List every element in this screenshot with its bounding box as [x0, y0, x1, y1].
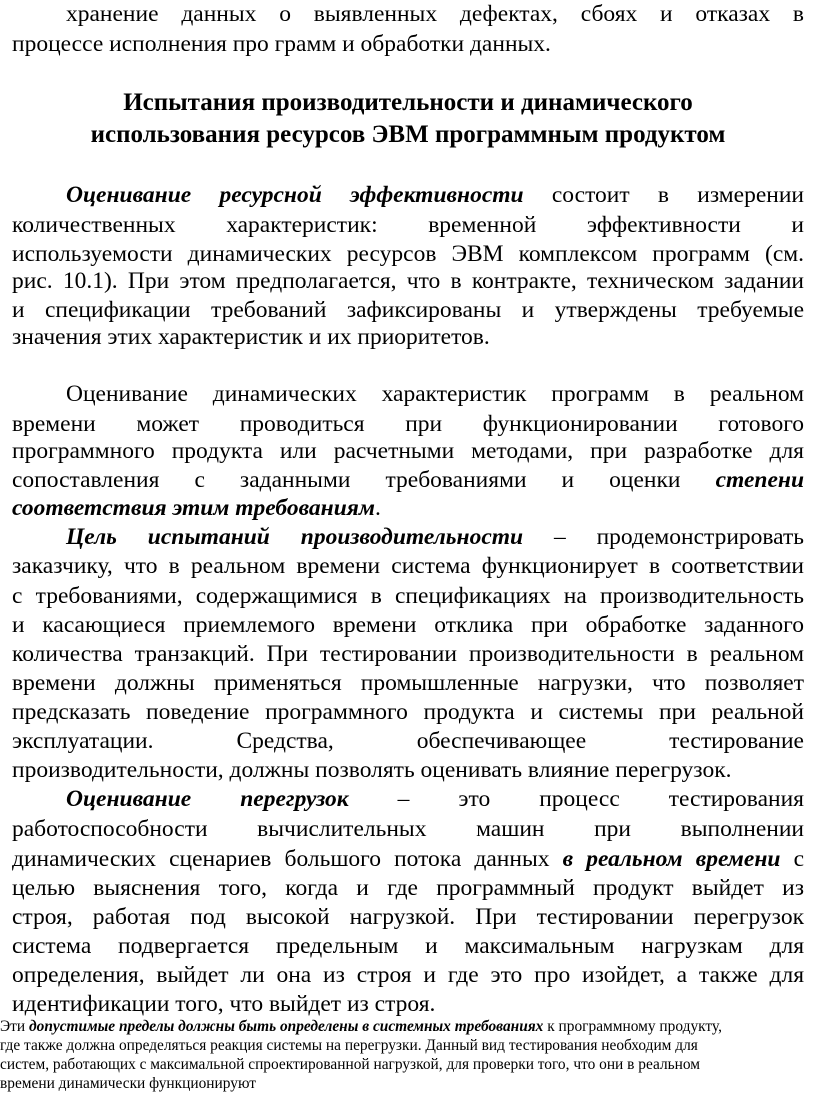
text-line: процессе исполнения про грамм и обработки данных. [12, 31, 551, 57]
text-line: соответствия этим требованиям. [12, 495, 381, 521]
text-line: времени должны применяться промышленные нагрузки, что позволяет [12, 670, 804, 696]
text-line: хранение данных о выявленных дефектах, сбоях и отказах в [66, 1, 804, 27]
text-line: программного продукта или расчетными методами, при разработке для [12, 438, 804, 464]
small-text-line: систем, работающих с максимальной спроектированной нагрузкой, для проверки того, что они в реальном [0, 1056, 701, 1073]
text-line: и касающиеся приемлемого времени отклика при обработке заданного [12, 612, 804, 638]
emphasis-term: степени [715, 467, 805, 493]
text-line: времени может проводиться при функционировании готового [12, 411, 804, 437]
text-line: Цель испытаний производительности – продемонстрировать [66, 524, 804, 550]
text-line: сопоставления с заданными требованиями и оценки степени [12, 467, 805, 493]
text-line: рис. 10.1). При этом предполагается, что в контракте, техническом задании [12, 268, 804, 294]
emphasis-term: Оценивание ресурсной эффективности [66, 182, 524, 208]
text-line: используемости динамических ресурсов ЭВМ комплексом программ (см. [12, 241, 804, 267]
text-line: работоспособности вычислительных машин при выполнении [12, 816, 804, 842]
text-line: определения, выйдет ли она из строя и где это про изойдет, а также для [12, 962, 804, 988]
emphasis-term: в реальном времени [562, 846, 781, 872]
text-line: Оценивание ресурсной эффективности состоит в измерении [66, 182, 804, 208]
small-text-line: Эти допустимые пределы должны быть определены в системных требованиях к программному продукту, [0, 1018, 722, 1035]
text-line: строя, работая под высокой нагрузкой. При тестировании перегрузок [12, 904, 804, 930]
text-line: производительности, должны позволять оценивать влияние перегрузок. [12, 757, 732, 783]
small-text-line: где также должна определяться реакция системы на перегрузки. Данный вид тестирования необходим для [0, 1037, 698, 1054]
emphasis-term: Цель испытаний производительности [66, 524, 524, 550]
section-heading: Испытания производительности и динамического [123, 89, 693, 116]
text-line: система подвергается предельным и максимальным нагрузкам для [12, 933, 804, 959]
text-line: целью выяснения того, когда и где программный продукт выйдет из [12, 875, 804, 901]
text-line: значения этих характеристик и их приоритетов. [12, 324, 490, 350]
small-text-line: времени динамически функционируют [0, 1075, 256, 1092]
text-line: Оценивание перегрузок – это процесс тестирования [66, 786, 804, 812]
text-line: количественных характеристик: временной эффективности и [12, 212, 804, 238]
text-line: Оценивание динамических характеристик программ в реальном [66, 381, 804, 407]
emphasis-term: Оценивание перегрузок [66, 786, 349, 812]
text-line: эксплуатации. Средства, обеспечивающее тестирование [12, 728, 804, 754]
text-line: идентификации того, что выйдет из строя. [12, 991, 436, 1017]
text-line: с требованиями, содержащимися в спецификациях на производительность [12, 583, 804, 609]
text-line: заказчику, что в реальном времени система функционирует в соответствии [12, 553, 804, 579]
emphasis-term: допустимые пределы должны быть определены в системных требованиях [28, 1018, 544, 1035]
text-line: количества транзакций. При тестировании производительности в реальном [12, 641, 804, 667]
text-line: динамических сценариев большого потока данных в реальном времени с [12, 846, 805, 872]
emphasis-term: соответствия этим требованиям [12, 495, 375, 521]
text-line: предсказать поведение программного продукта и системы при реальной [12, 699, 804, 725]
text-line: и спецификации требований зафиксированы и утверждены требуемые [12, 297, 804, 323]
section-heading: использования ресурсов ЭВМ программным продуктом [90, 121, 726, 148]
